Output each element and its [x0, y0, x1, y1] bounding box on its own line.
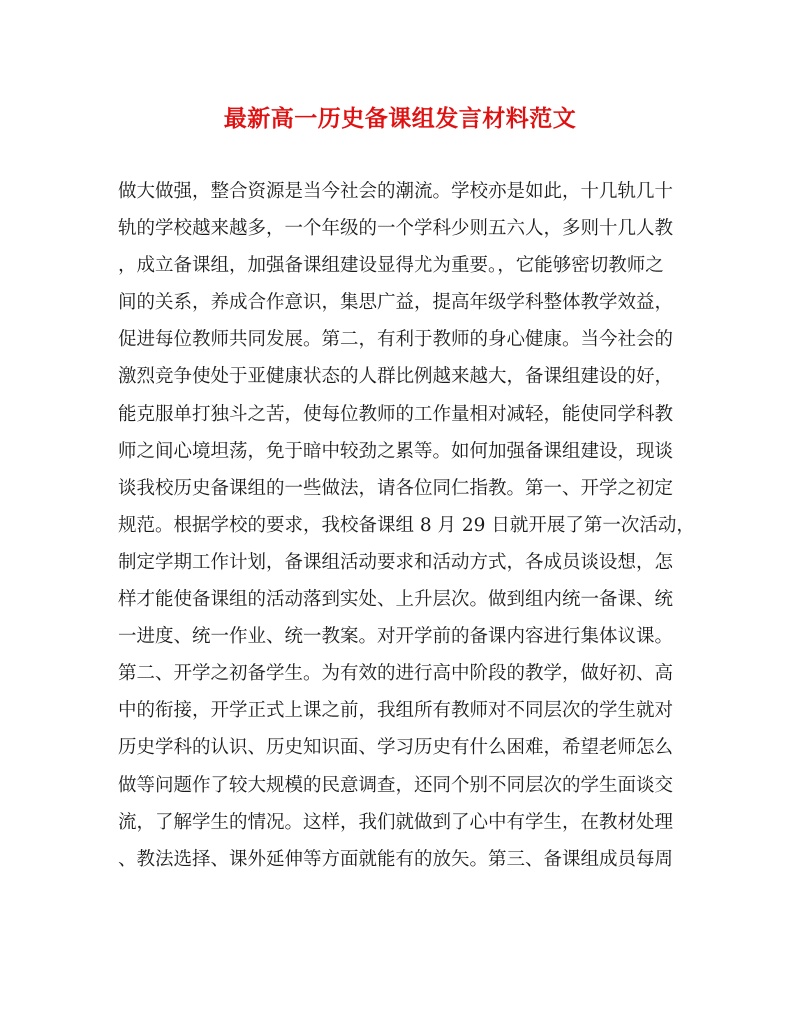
body-line: 、教法选择、课外延伸等方面就能有的放矢。第三、备课组成员每周 [118, 848, 674, 870]
body-line: 能克服单打独斗之苦，使每位教师的工作量相对减轻，能使同学科教 [118, 403, 674, 425]
body-line: 历史学科的认识、历史知识面、学习历史有什么困难，希望老师怎么 [118, 737, 674, 759]
body-line: 激烈竞争使处于亚健康状态的人群比例越来越大，备课组建设的好， [118, 366, 674, 388]
body-line: 间的关系，养成合作意识，集思广益，提高年级学科整体教学效益， [118, 292, 674, 314]
body-line: 中的衔接，开学正式上课之前，我组所有教师对不同层次的学生就对 [118, 700, 674, 722]
body-line: 规范。根据学校的要求，我校备课组 8 月 29 日就开展了第一次活动， [118, 514, 695, 536]
body-line: 样才能使备课组的活动落到实处、上升层次。做到组内统一备课、统 [118, 589, 674, 611]
body-line: 谈我校历史备课组的一些做法，请各位同仁指教。第一、开学之初定 [118, 477, 674, 499]
body-line: 师之间心境坦荡，免于暗中较劲之累等。如何加强备课组建设，现谈 [118, 440, 674, 462]
body-line: 制定学期工作计划，备课组活动要求和活动方式，各成员谈设想，怎 [118, 551, 674, 573]
body-line: 流，了解学生的情况。这样，我们就做到了心中有学生，在教材处理 [118, 811, 674, 833]
body-line: 第二、开学之初备学生。为有效的进行高中阶段的教学，做好初、高 [118, 663, 674, 685]
document-title: 最新高一历史备课组发言材料范文 [223, 105, 577, 132]
body-line: 做等问题作了较大规模的民意调查，还同个别不同层次的学生面谈交 [118, 774, 674, 796]
body-line: 轨的学校越来越多，一个年级的一个学科少则五六人，多则十几人教 [118, 218, 674, 240]
document-body [118, 173, 695, 878]
body-line: 促进每位教师共同发展。第二，有利于教师的身心健康。当今社会的 [118, 329, 674, 351]
body-line: ，成立备课组，加强备课组建设显得尤为重要。，它能够密切教师之 [118, 255, 664, 277]
body-line: 做大做强，整合资源是当今社会的潮流。学校亦是如此，十几轨几十 [118, 181, 674, 202]
body-line: 一进度、统一作业、统一教案。对开学前的备课内容进行集体议课。 [118, 626, 674, 648]
